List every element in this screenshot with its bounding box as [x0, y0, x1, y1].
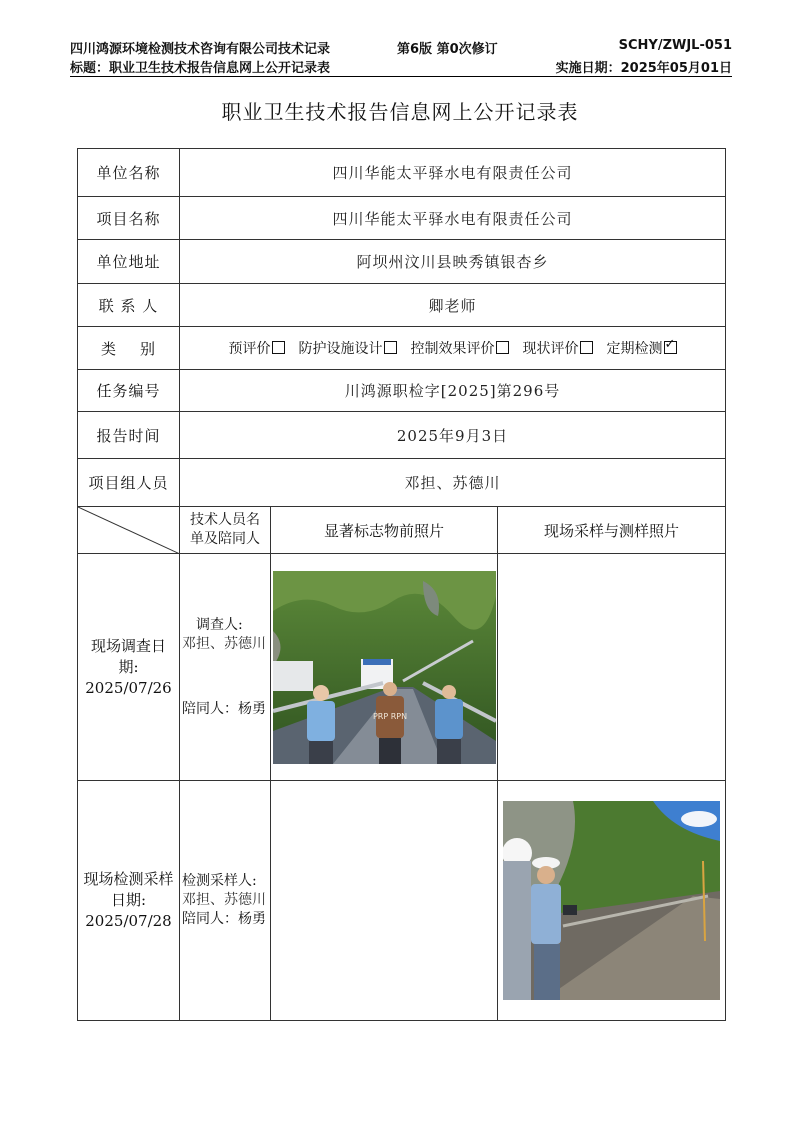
page-title: 职业卫生技术报告信息网上公开记录表	[221, 100, 579, 124]
contact-label: 联 系 人	[78, 284, 180, 327]
landmark-photo-cell	[271, 554, 498, 781]
option-control-effect	[411, 338, 509, 358]
header-divider	[70, 76, 732, 77]
survey-date-cell	[78, 554, 180, 781]
company-record-title: 四川鸿源环境检测技术咨询有限公司技术记录	[70, 42, 331, 57]
sampling-column-header: 现场采样与测样照片	[498, 507, 726, 554]
contact-value: 卿老师	[180, 284, 726, 327]
unit-address-label: 单位地址	[78, 240, 180, 284]
report-date-value: 2025年9月3日	[180, 412, 726, 459]
task-no-label: 任务编号	[78, 370, 180, 412]
row-contact	[78, 284, 726, 327]
checkbox[interactable]	[580, 341, 593, 354]
unit-name-value: 四川华能太平驿水电有限责任公司	[180, 149, 726, 197]
survey-date-value: 2025/07/26	[85, 678, 172, 697]
row-unit-address	[78, 240, 726, 284]
effective-date: 实施日期：2025年05月01日	[555, 61, 732, 76]
investigator-label: 调查人:	[196, 616, 243, 633]
landmark-photo	[273, 571, 496, 764]
report-date-label: 报告时间	[78, 412, 180, 459]
diagonal-line	[78, 507, 180, 554]
row-category	[78, 327, 726, 370]
landmark-column-header: 显著标志物前照片	[271, 507, 498, 554]
photo-header-row	[78, 507, 726, 554]
team-value: 邓担、苏德川	[180, 459, 726, 507]
sampling-photo	[503, 801, 720, 1000]
staff-column-header: 技术人员名单及陪同人	[180, 507, 271, 554]
sampling-staff-cell	[180, 781, 271, 1021]
option-label: 现状评价	[522, 341, 579, 357]
task-no-value: 川鸿源职检字[2025]第296号	[180, 370, 726, 412]
checkbox[interactable]	[384, 341, 397, 354]
row-task-no	[78, 370, 726, 412]
sampling-row	[78, 781, 726, 1021]
checkbox-checked[interactable]	[664, 341, 677, 354]
row-unit-name	[78, 149, 726, 197]
sampling-date-value: 2025/07/28	[85, 912, 172, 930]
row-report-date	[78, 412, 726, 459]
team-label: 项目组人员	[78, 459, 180, 507]
sampling-landmark-photo-cell	[271, 781, 498, 1021]
checkbox[interactable]	[496, 341, 509, 354]
companion-text: 陪同人：杨勇	[182, 911, 266, 927]
survey-sampling-photo-cell	[498, 554, 726, 781]
option-periodic-testing	[607, 338, 677, 358]
project-name-label: 项目名称	[78, 197, 180, 240]
option-status-evaluation	[523, 338, 593, 358]
document-code: SCHY/ZWJL-051	[618, 38, 732, 53]
sampler-names: 邓担、苏德川	[182, 892, 266, 908]
option-label: 控制效果评价	[410, 341, 495, 357]
category-label: 类 别	[78, 327, 180, 370]
unit-address-value: 阿坝州汶川县映秀镇银杏乡	[180, 240, 726, 284]
document-subject: 标题：职业卫生技术报告信息网上公开记录表	[70, 61, 331, 76]
sampling-date-cell	[78, 781, 180, 1021]
option-protection-design	[299, 338, 397, 358]
investigator-names: 邓担、苏德川	[182, 635, 266, 652]
diagonal-header-cell	[78, 507, 180, 554]
sampler-label: 检测采样人:	[182, 873, 257, 889]
option-label: 定期检测	[606, 341, 663, 357]
survey-date-label: 现场调查日期:	[90, 636, 166, 676]
row-team	[78, 459, 726, 507]
sampling-photo-cell	[498, 781, 726, 1021]
survey-staff-cell	[180, 554, 271, 781]
companion-text: 陪同人：杨勇	[182, 700, 266, 717]
version-label: 第6版 第0次修订	[397, 42, 498, 57]
project-name-value: 四川华能太平驿水电有限责任公司	[180, 197, 726, 240]
option-pre-evaluation	[229, 338, 285, 358]
survey-row	[78, 554, 726, 781]
option-label: 防护设施设计	[298, 341, 383, 357]
row-project-name	[78, 197, 726, 240]
sampling-date-label: 现场检测采样日期:	[83, 870, 174, 909]
unit-name-label: 单位名称	[78, 149, 180, 197]
record-table	[77, 148, 726, 1021]
option-label: 预评价	[228, 341, 271, 357]
category-options	[180, 327, 726, 370]
shirt-print: PRP RPN	[372, 711, 407, 721]
checkbox[interactable]	[272, 341, 285, 354]
